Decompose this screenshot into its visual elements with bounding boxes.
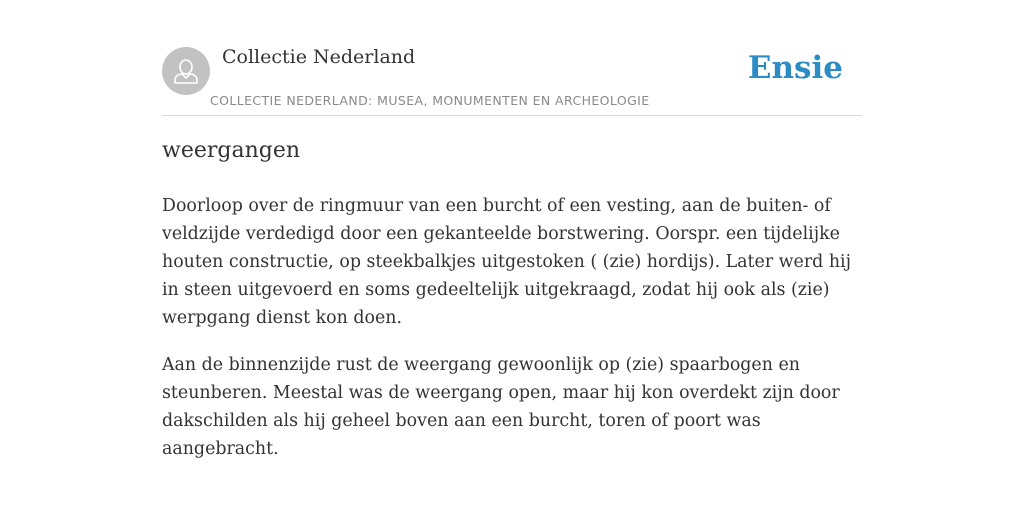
entry-paragraph: Doorloop over de ringmuur van een burcht of een vesting, aan de buiten- of veldzijde verdedigd door een gekanteelde borstwering. Oorspr. een tijdelijke houten constructie, op steekbalkjes uitgestoken ( (zie) hordijs). Later werd hij in steen uitgevoerd en soms gedeeltelijk uitgekraagd, zodat hij ook als (zie) werpgang dienst kon doen. — [162, 196, 851, 328]
ensie-logo[interactable]: Ensie — [747, 50, 843, 86]
user-silhouette-icon — [162, 47, 210, 95]
author-avatar[interactable] — [162, 47, 210, 95]
entry-title: weergangen — [162, 138, 301, 163]
author-name[interactable]: Collectie Nederland — [222, 46, 416, 68]
entry-header — [162, 40, 862, 116]
source-line[interactable]: COLLECTIE NEDERLAND: MUSEA, MONUMENTEN EN ARCHEOLOGIE — [210, 93, 650, 108]
entry-paragraph: Aan de binnenzijde rust de weergang gewoonlijk op (zie) spaarbogen en steunberen. Meestal was de weergang open, maar hij kon overdekt zijn door dakschilden als hij geheel boven aan een burcht, toren of poort was aangebracht. — [162, 355, 840, 459]
entry-body — [162, 192, 862, 482]
